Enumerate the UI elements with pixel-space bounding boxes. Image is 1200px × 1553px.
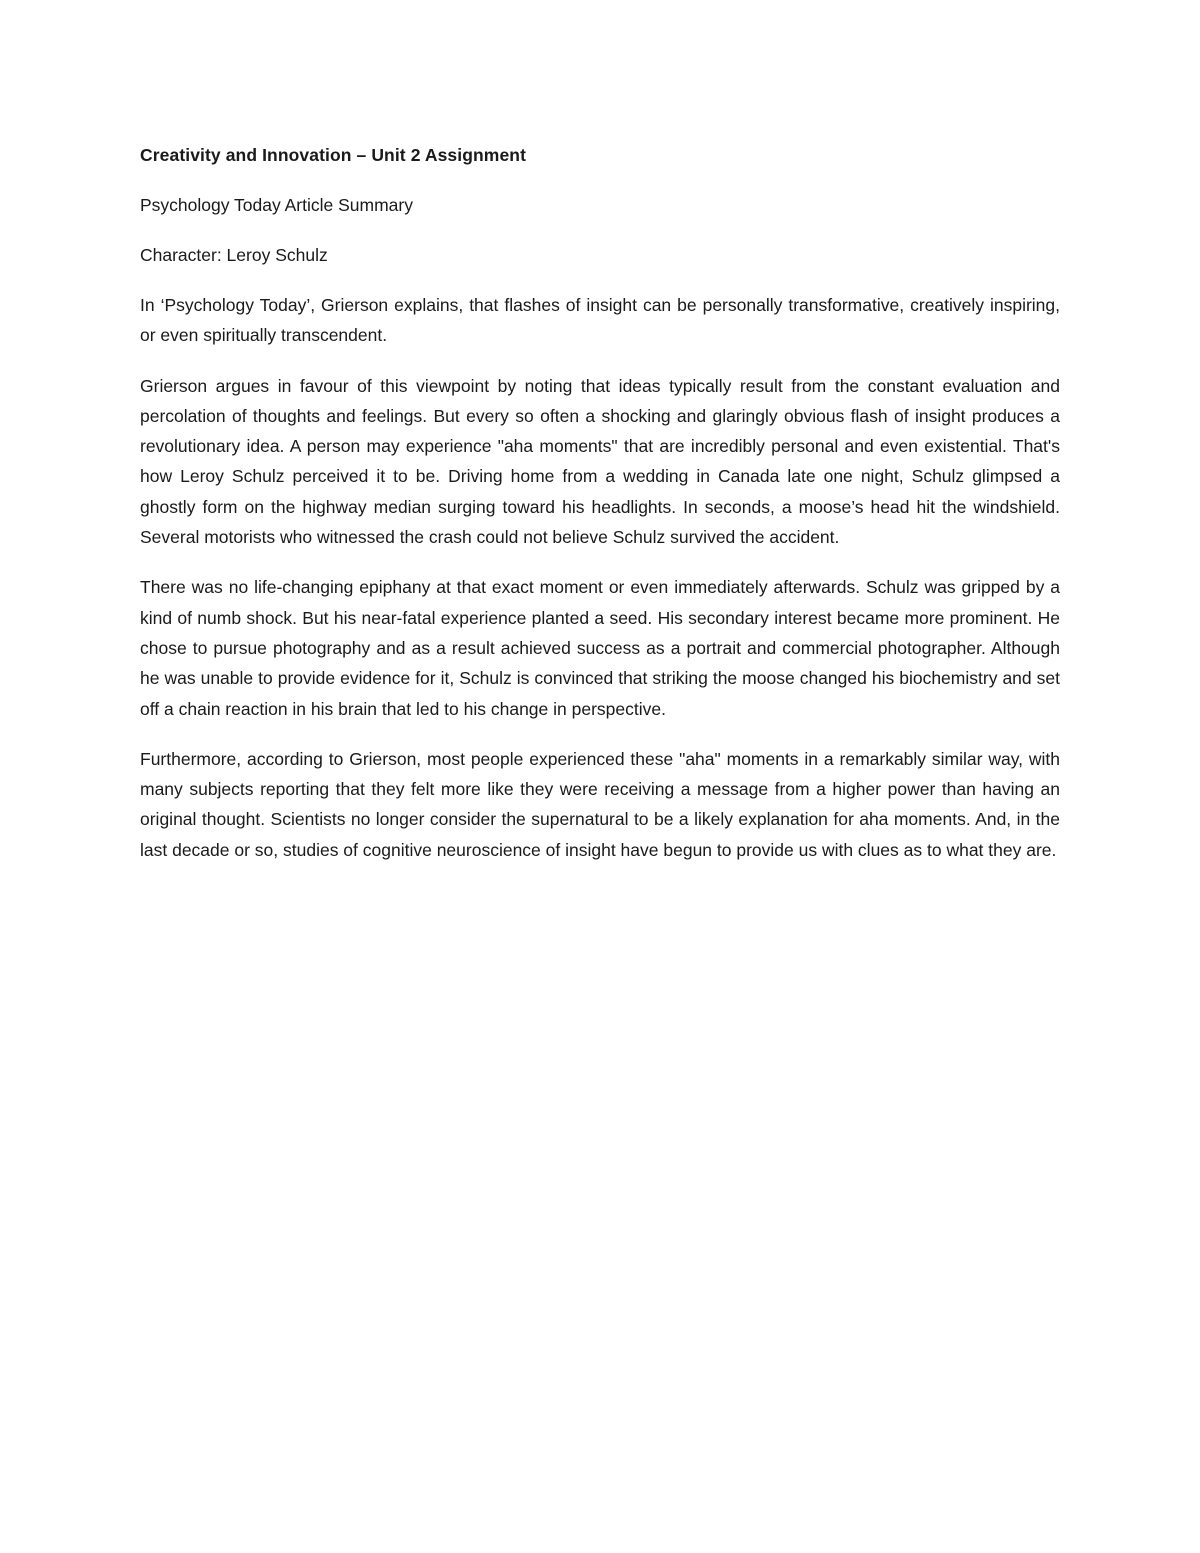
document-subtitle: Psychology Today Article Summary [140,195,413,215]
character-line: Character: Leroy Schulz [140,245,328,265]
document-title: Creativity and Innovation – Unit 2 Assignment [140,145,526,165]
paragraph-intro: In ‘Psychology Today’, Grierson explains, that flashes of insight can be personally transformative, creatively inspiring, or even spiritually transcendent. [140,295,1060,346]
paragraph-conclusion: Furthermore, according to Grierson, most people experienced these "aha" moments in a remarkably similar way, with many subjects reporting that they felt more like they were receiving a message from a higher power than having an original thought. Scientists no longer consider the supernatural to be a likely explanation for aha moments. And, in the last decade or so, studies of cognitive neuroscience of insight have begun to provide us with clues as to what they are. [140,748,1060,860]
paragraph-grierson-argument: Grierson argues in favour of this viewpoint by noting that ideas typically result from the constant evaluation and percolation of thoughts and feelings. But every so often a shocking and glaringly obvious flash of insight produces a revolutionary idea. A person may experience "aha moments" that are incredibly personal and even existential. That's how Leroy Schulz perceived it to be. Driving home from a wedding in Canada late one night, Schulz glimpsed a ghostly form on the highway median surging toward his headlights. In seconds, a moose’s head hit the windshield. Several motorists who witnessed the crash could not believe Schulz survived the accident. [140,375,1060,548]
paragraph-schulz-change: There was no life-changing epiphany at that exact moment or even immediately afterwards. Schulz was gripped by a kind of numb shock. But his near-fatal experience planted a seed. His secondary interest became more prominent. He chose to pursue photography and as a result achieved success as a portrait and commercial photographer. Although he was unable to provide evidence for it, Schulz is convinced that striking the moose changed his biochemistry and set off a chain reaction in his brain that led to his change in perspective. [140,577,1060,719]
document-page [140,140,1060,885]
